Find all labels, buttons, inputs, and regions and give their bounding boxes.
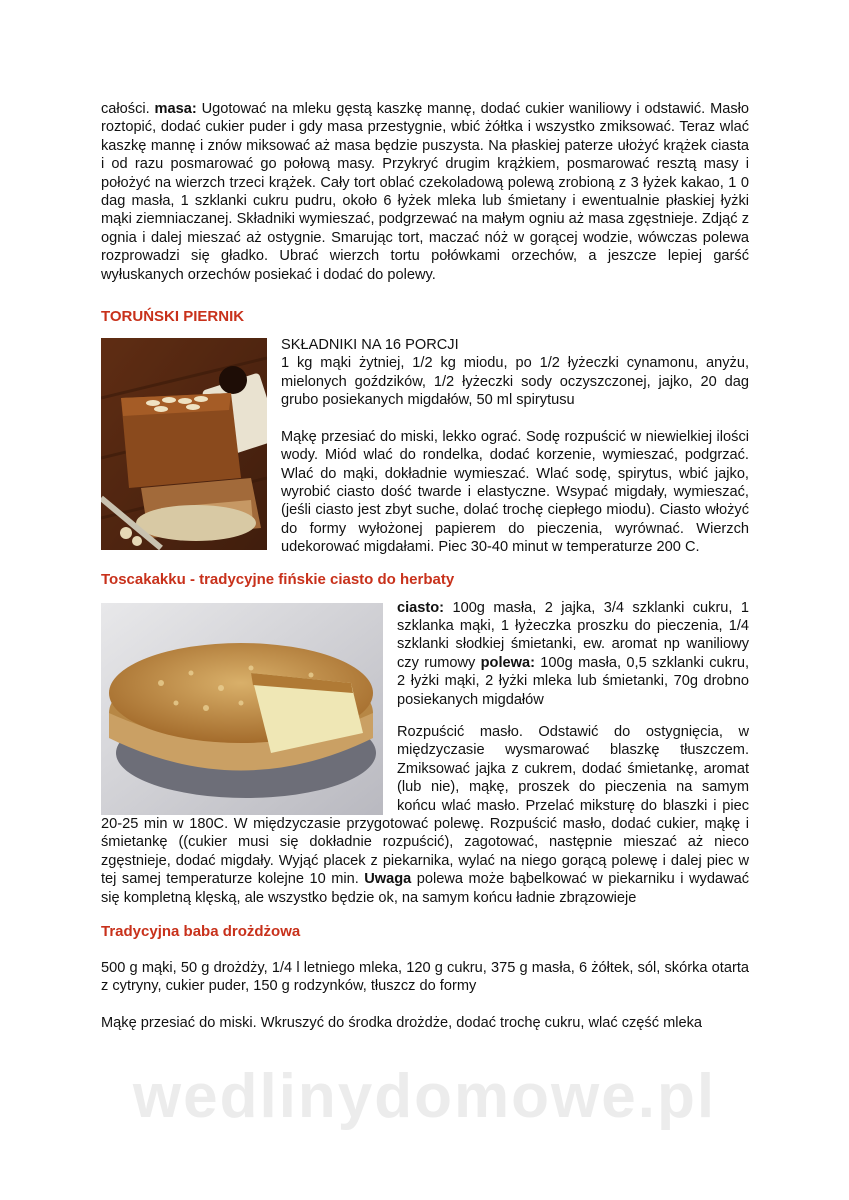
spacer bbox=[101, 996, 749, 1014]
document-page bbox=[101, 100, 749, 1032]
tosca-method-note: polewa może bąbelkować w piekarniku i wydawać się kompletną klęską, ale wszystko będzie ok, na samym końcu ładnie zbrązowieje bbox=[101, 871, 750, 906]
ciasto-text: 100g masła, 2 jajka, 3/4 szklanki cukru, 1 szklanka mąki, 1 łyżeczka proszku do pieczenia, 1/4 szklanki słodkiej śmietanki, ew. aromat np waniliowy czy rumowy bbox=[397, 599, 749, 671]
intro-paragraph bbox=[101, 100, 749, 284]
piernik-section bbox=[101, 336, 749, 556]
site-watermark: wedlinydomowe.pl bbox=[132, 1062, 717, 1131]
toscakakku-section bbox=[101, 599, 749, 908]
tosca-method-text: Rozpuścić masło. Odstawić do ostygnięcia, w międzyczasie wysmarować blaszkę tłuszczem. Zmiksować jajka z cukrem, dodać śmietankę, aromat (lub nie), mąkę, proszek do pieczenia na samym końcu wlać masło. Przelać miksturę do blaszki i piec 20-25 min w 180C. W międzyczasie przygotować polewę. Rozpuścić masło, dodać cukier, mąkę i śmietankę ((cukier musi się dokładnie rozpuścić), zagotować, następnie mieszać aż nieco zgęstnieje, dodać migdały. Wyjąć placek z piekarnika, wylać na niego gorącą polewę i dalej piec w tej samej temperaturze kolejne 10 min. bbox=[101, 723, 749, 888]
polewa-text: 100g masła, 0,5 szklanki cukru, 2 łyżki mąki, 2 łyżki mleka lub śmietanki, 70g drobno posiekanych migdałów bbox=[397, 654, 749, 708]
toscakakku-title: Toscakakku - tradycyjne fińskie ciasto do herbaty bbox=[101, 570, 455, 588]
baba-ingredients: 500 g mąki, 50 g drożdży, 1/4 l letniego mleka, 120 g cukru, 375 g masła, 6 żółtek, sól, skórka otarta z cytryny, cukier puder, 150 g rodzynków, tłuszcz do formy bbox=[101, 960, 749, 995]
intro-text-body: Ugotować na mleku gęstą kaszkę mannę, dodać cukier waniliowy i odstawić. Masło roztopić, dodać cukier puder i gdy masa przestygnie, wbić żółtka i wszystko zmiksować. Teraz wlać kaszkę mannę i znów miksować aż masa będzie puszysta. Na płaskiej paterze ułożyć krążek ciasta i od razu posmarować go połową masy. Przykryć drugim krążkiem, posmarować resztą masy i położyć na wierzch trzeci krążek. Cały tort oblać czekoladową polewą zrobioną z 3 łyżek kakao, 1 0 dag masła, 1 szklanki cukru pudru, około 6 łyżek mleka lub śmietany i ewentualnie płaskiej łyżki mąki ziemniaczanej. Składniki wymieszać, podgrzewać na małym ogniu aż masa zgęstnieje. Zdjąć z ognia i dalej mieszać aż ostygnie. Smarując tort, maczać nóż w gorącej wodzie, wówczas polewa rozprowadzi się gładko. Ubrać wierzch tortu połówkami orzechów, a jeszcze lepiej garść wyłuskanych orzechów posiekać i dodać do polewy. bbox=[101, 101, 750, 283]
spacer bbox=[101, 941, 749, 955]
baba-title: Tradycyjna baba drożdżowa bbox=[101, 923, 301, 941]
ciasto-label: ciasto: bbox=[397, 599, 445, 616]
piernik-ingredients: 1 kg mąki żytniej, 1/2 kg miodu, po 1/2 łyżeczki cynamonu, anyżu, mielonych goździków, 1/2 łyżeczki sody oczyszczonej, jajko, 20 dag grubo posiekanych migdałów, 50 ml spirytusu bbox=[281, 355, 749, 409]
polewa-label: polewa: bbox=[480, 654, 535, 671]
intro-text-start: całości. bbox=[101, 101, 155, 117]
piernik-method: Mąkę przesiać do miski, lekko ograć. Sodę rozpuścić w niewielkiej ilości wody. Miód wlać do rondelka, dodać korzenie, wymieszać, podgrzać. Wlać do mąki, dokładnie wymieszać. Wlać sodę, spirytus, wbić jajko, wyrobić ciasto dość twarde i elastyczne. Wsypać migdały, wymieszać, (jeśli ciasto jest zbyt suche, dolać trochę ciepłego miodu). Ciasto włożyć do formy wyłożonej papierem do pieczenia, wyrównać. Wierzch udekorować migdałami. Piec 30-40 minut w temperaturze 200 C. bbox=[281, 428, 749, 556]
baba-method: Mąkę przesiać do miski. Wkruszyć do środka drożdże, dodać trochę cukru, wlać część mleka bbox=[101, 1014, 702, 1031]
tosca-cake-photo bbox=[101, 603, 383, 815]
masa-label: masa: bbox=[154, 101, 197, 117]
piernik-servings: SKŁADNIKI NA 16 PORCJI bbox=[281, 337, 459, 354]
uwaga-label: Uwaga bbox=[364, 871, 412, 888]
gingerbread-photo bbox=[101, 338, 267, 550]
piernik-title: TORUŃSKI PIERNIK bbox=[101, 308, 245, 326]
